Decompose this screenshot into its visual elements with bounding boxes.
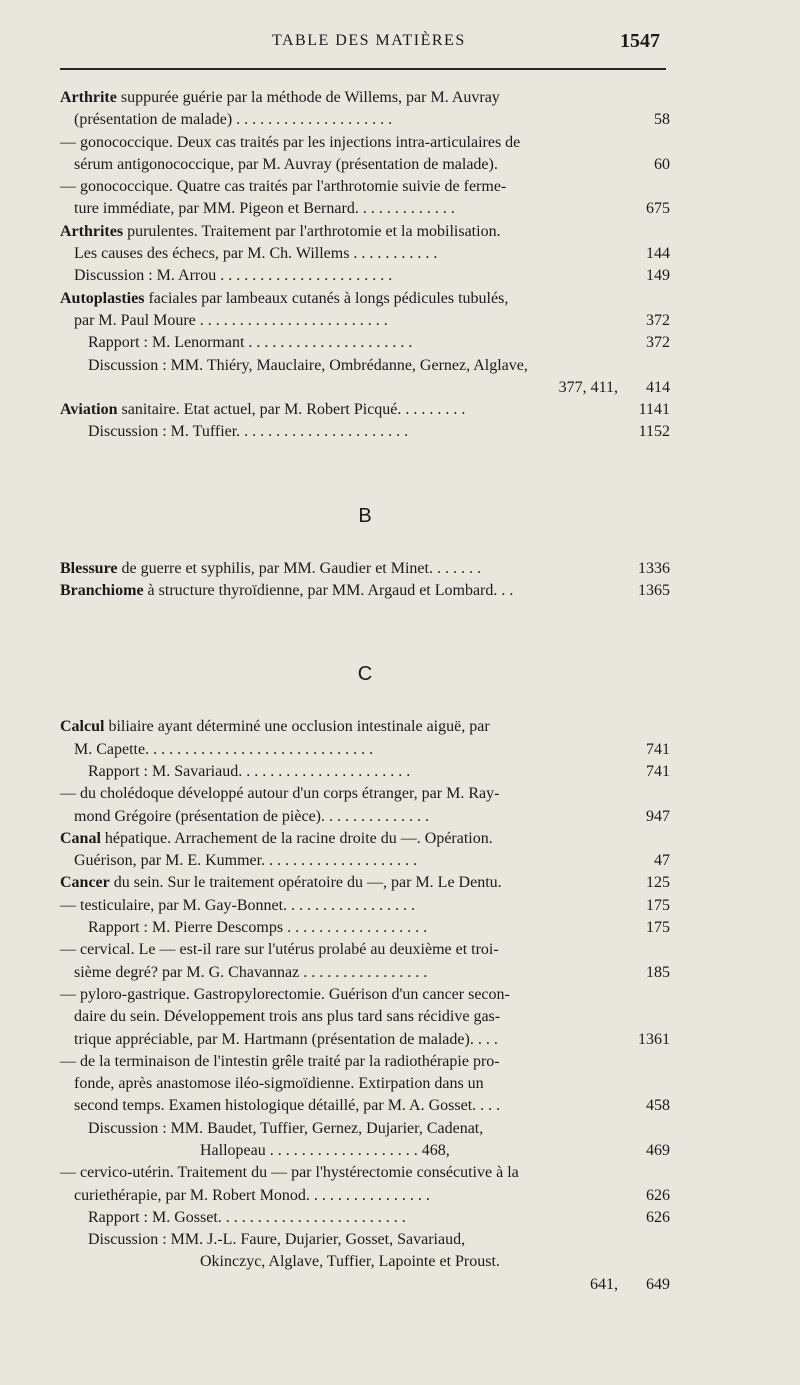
entry-text (60, 939, 499, 961)
entry-text (200, 1140, 450, 1162)
index-entry-line (60, 962, 670, 984)
index-entry-line (60, 310, 670, 332)
entry-page-number: 626 (646, 1186, 670, 1204)
index-entry-line (60, 917, 670, 939)
entry-description: ture immédiate, par MM. Pigeon et Bernard. . . . . . . . . . . . . (74, 200, 455, 218)
section-letter: B (358, 504, 372, 527)
entry-text (88, 761, 410, 783)
entry-text (74, 154, 498, 176)
entry-page-number: 185 (646, 963, 670, 981)
entry-description: Discussion : M. Tuffier. . . . . . . . . . . . . . . . . . . . . . (88, 423, 409, 441)
entry-text (559, 377, 618, 399)
entry-description: Okinczyc, Alglave, Tuffier, Lapointe et Proust. (200, 1253, 500, 1271)
entry-text (60, 783, 499, 805)
index-entry-line (60, 783, 670, 805)
index-entry-line (60, 1006, 670, 1028)
index-entry-line (60, 939, 670, 961)
entry-text (60, 984, 510, 1006)
entry-keyword: Autoplasties (60, 289, 145, 307)
entry-description: Discussion : MM. Thiéry, Mauclaire, Ombrédanne, Gernez, Alglave, (88, 356, 528, 374)
entry-description: Discussion : MM. Baudet, Tuffier, Gernez, Dujarier, Cadenat, (88, 1119, 484, 1137)
entry-keyword: Arthrite (60, 89, 117, 106)
entry-description: sième degré? par M. G. Chavannaz . . . . . . . . . . . . . . . . (74, 963, 428, 981)
entry-description: de guerre et syphilis, par MM. Gaudier et Minet. . . . . . . (117, 559, 481, 577)
entry-page-number: 458 (646, 1097, 670, 1115)
entry-description: hépatique. Arrachement de la racine droite du —. Opération. (100, 829, 493, 847)
entry-text (60, 1162, 519, 1184)
entry-keyword: Blessure (60, 559, 118, 577)
entry-page-number: 741 (646, 740, 670, 758)
entry-text (74, 1073, 484, 1095)
entry-text (74, 1029, 498, 1051)
entry-text (60, 1051, 500, 1073)
entry-description: (présentation de malade) . . . . . . . . . . . . . . . . . . . . (74, 111, 393, 129)
entry-description: — cervico-utérin. Traitement du — par l'hystérectomie consécutive à la (60, 1164, 519, 1182)
index-entry-line (60, 176, 670, 198)
section-gap (60, 602, 670, 642)
index-entry-line (60, 221, 670, 243)
entry-page-number: 469 (646, 1141, 670, 1159)
entry-description: Discussion : MM. J.-L. Faure, Dujarier, Gosset, Savariaud, (88, 1231, 466, 1249)
index-entry-line (60, 828, 670, 850)
entry-text (590, 1274, 618, 1296)
entry-text (74, 850, 417, 872)
entry-description: sanitaire. Etat actuel, par M. Robert Picqué. . . . . . . . . (117, 401, 466, 419)
index-entry-line (60, 1051, 670, 1073)
entry-text (88, 917, 427, 939)
index-entry-line (60, 1207, 670, 1229)
section-letter: C (357, 663, 373, 686)
entry-text (60, 828, 493, 850)
entry-text (60, 132, 520, 154)
entry-page-number: 1141 (638, 401, 670, 419)
header-title: TABLE DES MATIÈRES (272, 32, 466, 49)
entry-description: 641, (590, 1275, 618, 1293)
index-entry-line (60, 399, 670, 421)
index-entry-line (60, 1251, 670, 1273)
entry-text (74, 243, 437, 265)
entry-text (60, 895, 415, 917)
entry-page-number: 372 (646, 334, 670, 352)
header-rule (60, 68, 666, 70)
index-entry-line (60, 984, 670, 1006)
entry-description: — du cholédoque développé autour d'un corps étranger, par M. Ray- (60, 785, 500, 803)
entry-description: biliaire ayant déterminé une occlusion intestinale aiguë, par (104, 718, 490, 736)
index-entry-line (60, 288, 670, 310)
entry-text (74, 310, 388, 332)
index-entry-line (60, 198, 670, 220)
entry-page-number: 947 (646, 807, 670, 825)
entry-description: Les causes des échecs, par M. Ch. Willems . . . . . . . . . . . (74, 245, 438, 263)
entry-description: daire du sein. Développement trois ans plus tard sans récidive gas- (74, 1008, 501, 1026)
index-entry-line (60, 132, 670, 154)
entry-description: fonde, après anastomose iléo-sigmoïdienne. Extirpation dans un (74, 1075, 484, 1093)
entry-page-number: 1152 (638, 423, 670, 441)
index-entry-line (60, 761, 670, 783)
index-entry-line (60, 1118, 670, 1140)
entry-page-number: 149 (646, 267, 670, 285)
entry-text (74, 109, 392, 131)
entry-description: suppurée guérie par la méthode de Willems, par M. Auvray (116, 89, 500, 106)
index-entry-line (60, 87, 670, 109)
index-entry-line (60, 1095, 670, 1117)
entry-text (74, 1006, 500, 1028)
entry-description: Guérison, par M. E. Kummer. . . . . . . . . . . . . . . . . . . . (74, 852, 418, 870)
entry-keyword: Aviation (60, 401, 118, 419)
entry-keyword: Cancer (60, 874, 110, 892)
entry-description: Hallopeau . . . . . . . . . . . . . . . . . . . 468, (200, 1141, 450, 1159)
entry-page-number: 175 (646, 896, 670, 914)
entry-text (60, 872, 502, 894)
entry-page-number: 58 (654, 111, 670, 129)
entry-description: purulentes. Traitement par l'arthrotomie et la mobilisation. (123, 222, 501, 240)
index-entry-line (60, 332, 670, 354)
entry-text (74, 962, 427, 984)
header-page-number: 1547 (620, 30, 660, 52)
index-entry-line (60, 850, 670, 872)
entry-text (60, 87, 500, 109)
entry-keyword: Canal (60, 829, 101, 847)
index-entry-line (60, 1073, 670, 1095)
entry-page-number: 1361 (638, 1030, 670, 1048)
entry-description: 377, 411, (558, 378, 618, 396)
section-gap (60, 706, 670, 716)
entry-page-number: 144 (646, 245, 670, 263)
entry-description: du sein. Sur le traitement opératoire du —, par M. Le Dentu. (109, 874, 502, 892)
entry-text (60, 288, 508, 310)
entry-text (200, 1251, 500, 1273)
entry-page-number: 649 (646, 1275, 670, 1293)
index-entry-line (60, 1140, 670, 1162)
entry-text (60, 558, 481, 580)
entry-description: Rapport : M. Savariaud. . . . . . . . . . . . . . . . . . . . . . (88, 762, 411, 780)
entry-text (88, 332, 412, 354)
index-entry-line (60, 421, 670, 443)
index-entry-line (60, 1185, 670, 1207)
entry-description: Rapport : M. Pierre Descomps . . . . . . . . . . . . . . . . . . (88, 919, 428, 937)
entry-text (74, 265, 392, 287)
entry-description: second temps. Examen histologique détaillé, par M. A. Gosset. . . . (74, 1097, 501, 1115)
entry-text (60, 580, 513, 602)
entry-description: Discussion : M. Arrou . . . . . . . . . . . . . . . . . . . . . . (74, 267, 393, 285)
entry-text (60, 716, 490, 738)
entry-text (88, 1229, 465, 1251)
entry-text (88, 1118, 483, 1140)
entry-description: curiethérapie, par M. Robert Monod. . . . . . . . . . . . . . . . (74, 1186, 430, 1204)
index-entry-line (60, 377, 670, 399)
index-entry-line (60, 558, 670, 580)
entry-description: à structure thyroïdienne, par MM. Argaud et Lombard. . . (143, 582, 514, 600)
index-entry-line (60, 1229, 670, 1251)
entry-page-number: 1365 (638, 582, 670, 600)
index-entry-line (60, 1274, 670, 1296)
index-entry-line (60, 1029, 670, 1051)
entry-text (74, 1185, 430, 1207)
index-entry-line (60, 716, 670, 738)
entry-page-number: 372 (646, 311, 670, 329)
entry-text (74, 739, 373, 761)
entry-keyword: Arthrites (60, 222, 124, 240)
index-entry-line (60, 895, 670, 917)
running-header (0, 30, 800, 54)
index-entry-line (60, 154, 670, 176)
index-entry-line (60, 1162, 670, 1184)
entry-keyword: Calcul (60, 718, 105, 736)
entry-page-number: 675 (646, 200, 670, 218)
index-entry-line (60, 739, 670, 761)
entry-text (88, 355, 528, 377)
section-gap (60, 444, 670, 484)
entry-description: — testiculaire, par M. Gay-Bonnet. . . . . . . . . . . . . . . . . (60, 896, 416, 914)
entry-description: par M. Paul Moure . . . . . . . . . . . . . . . . . . . . . . . . (74, 311, 388, 329)
section-gap (60, 548, 670, 558)
index-entry-line (60, 109, 670, 131)
entry-description: — pyloro-gastrique. Gastropylorectomie. Guérison d'un cancer secon- (60, 985, 510, 1003)
entry-text (60, 176, 506, 198)
index-entry-line (60, 872, 670, 894)
index-entry-line (60, 243, 670, 265)
index-entry-line (60, 355, 670, 377)
entry-description: Rapport : M. Lenormant . . . . . . . . . . . . . . . . . . . . . (88, 334, 413, 352)
entry-text (74, 198, 455, 220)
entry-text (60, 399, 465, 421)
entry-text (74, 1095, 500, 1117)
entry-description: — gonococcique. Quatre cas traités par l'arthrotomie suivie de ferme- (60, 178, 507, 196)
entry-keyword: Branchiome (60, 582, 144, 600)
entry-text (88, 1207, 406, 1229)
entry-page-number: 626 (646, 1208, 670, 1226)
entry-description: M. Capette. . . . . . . . . . . . . . . . . . . . . . . . . . . . . (74, 740, 374, 758)
entry-page-number: 1336 (638, 559, 670, 577)
entry-page-number: 60 (654, 155, 670, 173)
entry-description: trique appréciable, par M. Hartmann (présentation de malade). . . . (74, 1030, 498, 1048)
entry-description: — gonococcique. Deux cas traités par les injections intra-articulaires de (60, 133, 521, 151)
entry-description: — de la terminaison de l'intestin grêle traité par la radiothérapie pro- (60, 1052, 500, 1070)
index-entry-line (60, 806, 670, 828)
entry-page-number: 414 (646, 378, 670, 396)
index-entry-line (60, 580, 670, 602)
entry-description: faciales par lambeaux cutanés à longs pédicules tubulés, (144, 289, 509, 307)
index-entry-line (60, 265, 670, 287)
entry-page-number: 741 (646, 762, 670, 780)
index-content (60, 87, 670, 1296)
entry-description: sérum antigonococcique, par M. Auvray (présentation de malade). (74, 155, 498, 173)
entry-text (60, 221, 501, 243)
entry-page-number: 175 (646, 919, 670, 937)
entry-text (88, 421, 408, 443)
entry-description: Rapport : M. Gosset. . . . . . . . . . . . . . . . . . . . . . . . (88, 1208, 406, 1226)
entry-page-number: 125 (646, 874, 670, 892)
entry-description: — cervical. Le — est-il rare sur l'utérus prolabé au deuxième et troi- (60, 941, 499, 959)
entry-page-number: 47 (654, 852, 670, 870)
entry-text (74, 806, 429, 828)
entry-description: mond Grégoire (présentation de pièce). . . . . . . . . . . . . . (74, 807, 430, 825)
